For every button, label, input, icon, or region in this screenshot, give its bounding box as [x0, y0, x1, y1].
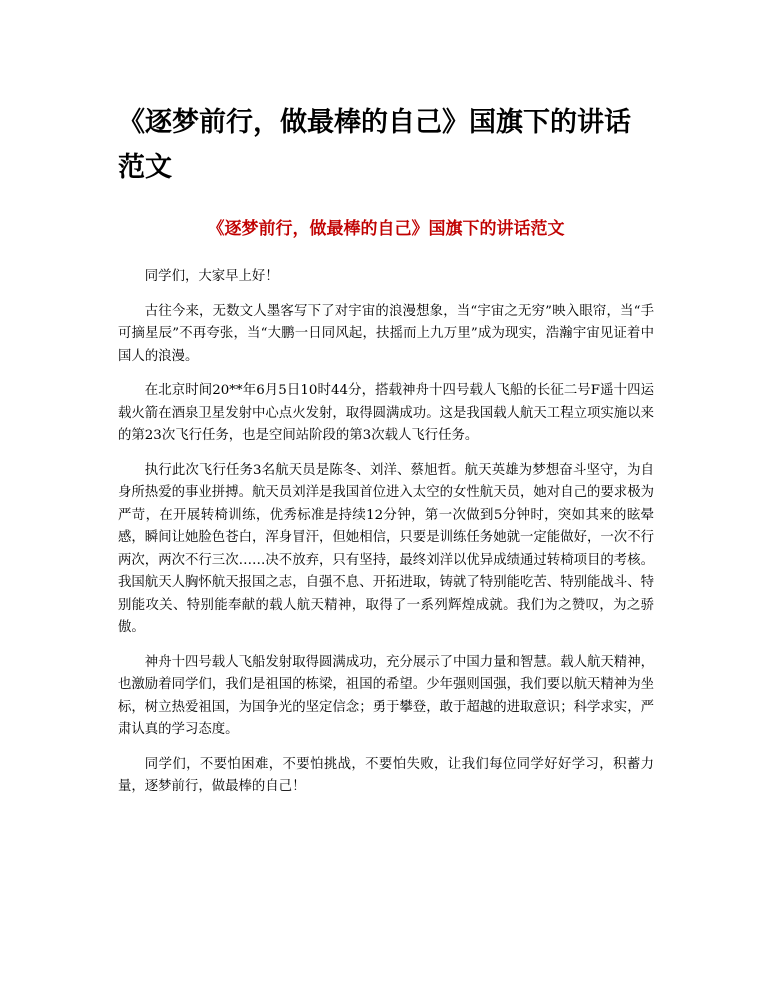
paragraph-closing: 同学们，不要怕困难，不要怕挑战，不要怕失败，让我们每位同学好好学习，积蓄力量，逐梦前行，做最棒的自己！ [118, 756, 654, 794]
paragraph-greeting: 同学们，大家早上好！ [144, 269, 279, 284]
document-body [118, 266, 654, 811]
document-title: 《逐梦前行，做最棒的自己》国旗下的讲话范文 [118, 107, 631, 183]
paragraph-4: 神舟十四号载人飞船发射取得圆满成功，充分展示了中国力量和智慧。载人航天精神，也激励着同学们，我们是祖国的栋梁，祖国的希望。少年强则国强，我们要以航天精神为坐标，树立热爱祖国，为国争光的坚定信念；勇于攀登，敢于超越的进取意识；科学求实，严肃认真的学习态度。 [118, 654, 654, 737]
paragraph-2: 在北京时间20**年6月5日10时44分，搭载神舟十四号载人飞船的长征二号F遥十四运载火箭在酒泉卫星发射中心点火发射，取得圆满成功。这是我国载人航天工程立项实施以来的第23次飞行任务，也是空间站阶段的第3次载人飞行任务。 [118, 383, 654, 443]
document-subtitle: 《逐梦前行，做最棒的自己》国旗下的讲话范文 [207, 219, 565, 239]
paragraph-1: 古往今来，无数文人墨客写下了对宇宙的浪漫想象，当“宇宙之无穷”映入眼帘，当“手可摘星辰”不再夸张，当“大鹏一日同风起，扶摇而上九万里”成为现实，浩瀚宇宙见证着中国人的浪漫。 [118, 303, 654, 364]
paragraph-3: 执行此次飞行任务3名航天员是陈冬、刘洋、蔡旭哲。航天英雄为梦想奋斗坚守，为自身所热爱的事业拼搏。航天员刘洋是我国首位进入太空的女性航天员，她对自己的要求极为严苛，在开展转椅训练，优秀标准是持续12分钟，第一次做到5分钟时，突如其来的眩晕感，瞬间让她脸色苍白，浑身冒汗，但她相信，只要是训练任务她就一定能做好，一次不行两次，两次不行三次……决不放弃，只有坚持，最终刘洋以优异成绩通过转椅项目的考核。我国航天人胸怀航天报国之志，自强不息、开拓进取，铸就了特别能吃苦、特别能战斗、特别能攻关、特别能奉献的载人航天精神，取得了一系列辉煌成就。我们为之赞叹，为之骄傲。 [118, 462, 654, 635]
